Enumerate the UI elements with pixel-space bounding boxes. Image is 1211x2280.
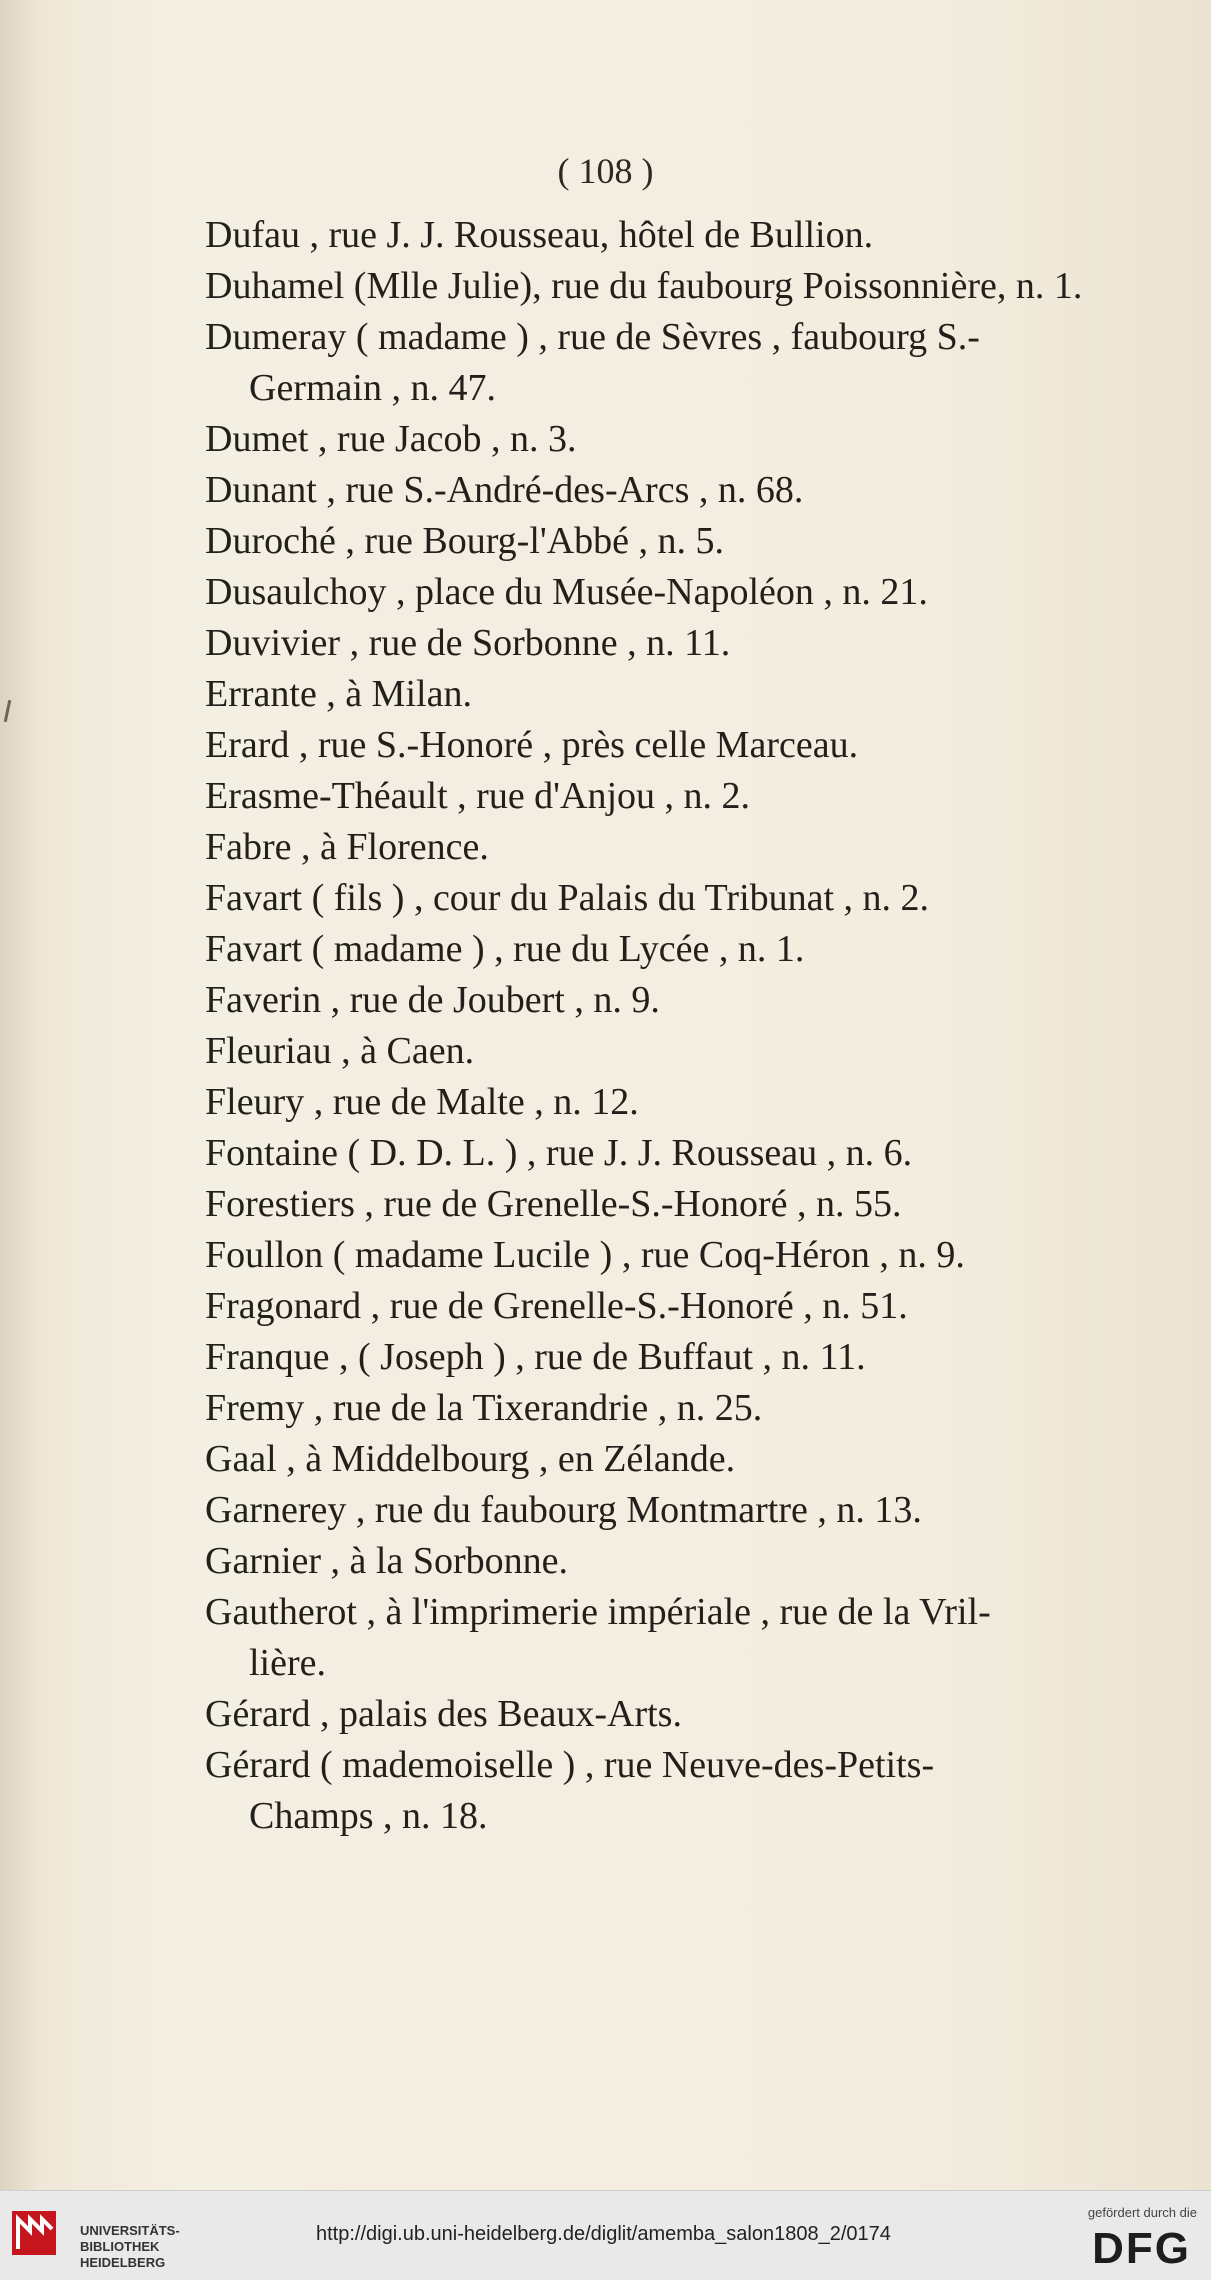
entry-list xyxy=(205,210,1145,1842)
source-url[interactable]: http://digi.ub.uni-heidelberg.de/diglit/amemba_salon1808_2/0174 xyxy=(316,2223,891,2245)
directory-entry: Duroché , rue Bourg-l'Abbé , n. 5. xyxy=(205,520,725,562)
directory-entry: Fontaine ( D. D. L. ) , rue J. J. Rousseau , n. 6. xyxy=(205,1132,913,1174)
directory-entry: Fleury , rue de Malte , n. 12. xyxy=(205,1081,639,1123)
directory-entry: Gérard ( mademoiselle ) , rue Neuve-des-Petits- xyxy=(205,1744,935,1786)
directory-entry: Dufau , rue J. J. Rousseau, hôtel de Bullion. xyxy=(205,214,874,256)
entry-continuation-line: Germain , n. 47. xyxy=(249,367,496,409)
directory-entry: Dusaulchoy , place du Musée-Napoléon , n. 21. xyxy=(205,571,928,613)
footer-bar xyxy=(0,2190,1211,2280)
directory-entry: Garnier , à la Sorbonne. xyxy=(205,1540,568,1582)
directory-entry: Gérard , palais des Beaux-Arts. xyxy=(205,1693,682,1735)
directory-entry: Erard , rue S.-Honoré , près celle Marceau. xyxy=(205,724,859,766)
directory-entry: Gaal , à Middelbourg , en Zélande. xyxy=(205,1438,736,1480)
directory-entry: Forestiers , rue de Grenelle-S.-Honoré , n. 55. xyxy=(205,1183,902,1225)
directory-entry: Favart ( fils ) , cour du Palais du Tribunat , n. 2. xyxy=(205,877,930,919)
directory-entry: Garnerey , rue du faubourg Montmartre , n. 13. xyxy=(205,1489,922,1531)
directory-entry: Fragonard , rue de Grenelle-S.-Honoré , n. 51. xyxy=(205,1285,908,1327)
directory-entry: Duhamel (Mlle Julie), rue du faubourg Poissonnière, n. 1. xyxy=(205,265,1083,307)
entry-continuation-line: Champs , n. 18. xyxy=(249,1795,488,1837)
directory-entry: Dumeray ( madame ) , rue de Sèvres , faubourg S.- xyxy=(205,316,980,358)
page-number: ( 108 ) xyxy=(557,151,654,191)
logo-text: UNIVERSITÄTS- BIBLIOTHEK HEIDELBERG xyxy=(80,2223,180,2270)
university-library-logo[interactable] xyxy=(8,2205,208,2270)
directory-entry: Dumet , rue Jacob , n. 3. xyxy=(205,418,577,460)
directory-entry: Dunant , rue S.-André-des-Arcs , n. 68. xyxy=(205,469,804,511)
dfg-logo[interactable]: DFG xyxy=(1092,2224,1191,2273)
heidelberg-logo-icon xyxy=(8,2205,64,2261)
directory-entry: Fleuriau , à Caen. xyxy=(205,1030,475,1072)
directory-entry: Franque , ( Joseph ) , rue de Buffaut , n. 11. xyxy=(205,1336,866,1378)
directory-entry: Favart ( madame ) , rue du Lycée , n. 1. xyxy=(205,928,805,970)
margin-mark xyxy=(4,700,12,722)
directory-entry: Duvivier , rue de Sorbonne , n. 11. xyxy=(205,622,731,664)
entry-continuation-line: lière. xyxy=(249,1642,327,1684)
directory-entry: Gautherot , à l'imprimerie impériale , rue de la Vril- xyxy=(205,1591,991,1633)
directory-entry: Fabre , à Florence. xyxy=(205,826,489,868)
directory-entry: Errante , à Milan. xyxy=(205,673,472,715)
directory-entry: Foullon ( madame Lucile ) , rue Coq-Héron , n. 9. xyxy=(205,1234,965,1276)
funder-label: gefördert durch die xyxy=(1087,2205,1197,2220)
directory-entry: Faverin , rue de Joubert , n. 9. xyxy=(205,979,660,1021)
directory-entry: Fremy , rue de la Tixerandrie , n. 25. xyxy=(205,1387,763,1429)
directory-entry: Erasme-Théault , rue d'Anjou , n. 2. xyxy=(205,775,751,817)
